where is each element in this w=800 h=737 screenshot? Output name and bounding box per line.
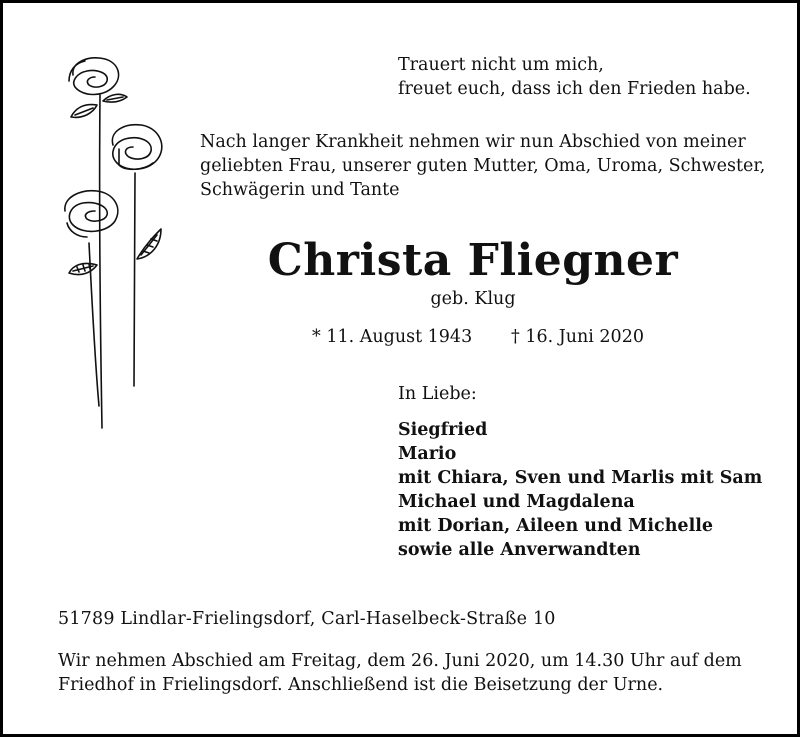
mourners-list — [398, 418, 762, 562]
funeral-line: Friedhof in Frielingsdorf. Anschließend ist die Beisetzung der Urne. — [58, 675, 664, 695]
funeral-line: Wir nehmen Abschied am Freitag, dem 26. Juni 2020, um 14.30 Uhr auf dem — [58, 651, 742, 671]
birth-date: * 11. August 1943 — [312, 327, 473, 347]
address: 51789 Lindlar-Frielingsdorf, Carl-Haselbeck-Straße 10 — [58, 609, 556, 629]
intro-text — [200, 130, 765, 202]
death-date: † 16. Juni 2020 — [511, 327, 644, 347]
intro-line: geliebten Frau, unserer guten Mutter, Oma, Uroma, Schwester, — [200, 156, 766, 176]
mourner-line: sowie alle Anverwandten — [398, 540, 641, 560]
in-love-label: In Liebe: — [398, 384, 477, 404]
maiden-name: geb. Klug — [430, 289, 516, 309]
mourner-line: mit Dorian, Aileen und Michelle — [398, 516, 713, 536]
mourner-line: Siegfried — [398, 420, 488, 440]
quote-text — [398, 53, 751, 101]
mourner-line: mit Chiara, Sven und Marlis mit Sam — [398, 468, 763, 488]
mourner-line: Michael und Magdalena — [398, 492, 635, 512]
intro-line: Schwägerin und Tante — [200, 180, 400, 200]
mourner-line: Mario — [398, 444, 457, 464]
quote-line: Trauert nicht um mich, — [398, 55, 604, 75]
quote-line: freuet euch, dass ich den Frieden habe. — [398, 79, 751, 99]
deceased-name: Christa Fliegner — [267, 235, 679, 286]
intro-line: Nach langer Krankheit nehmen wir nun Abschied von meiner — [200, 132, 746, 152]
funeral-info — [58, 649, 742, 697]
